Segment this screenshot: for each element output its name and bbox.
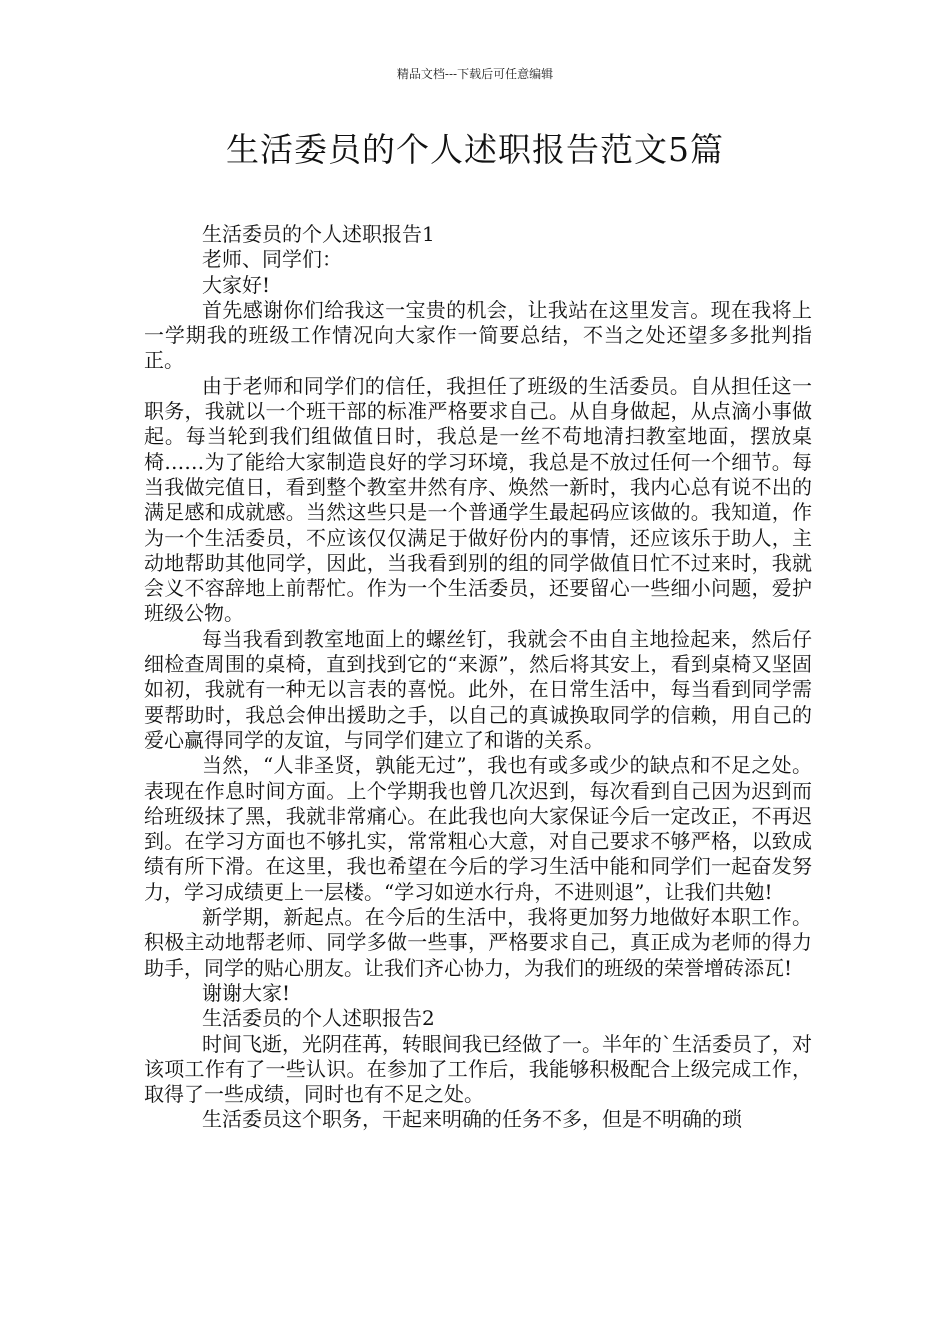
greeting: 大家好!: [202, 272, 271, 297]
paragraph: 时间飞逝，光阴荏苒，转眼间我已经做了一。半年的`生活委员了，对该项工作有了一些认识。在参加了工作后，我能够积极配合上级完成工作，取得了一些成绩，同时也有不足之处。: [144, 1031, 812, 1107]
document-title: 生活委员的个人述职报告范文5篇: [226, 130, 724, 169]
paragraph: 首先感谢你们给我这一宝贵的机会，让我站在这里发言。现在我将上一学期我的班级工作情况向大家作一简要总结，不当之处还望多多批判指正。: [144, 297, 812, 373]
paragraph: 新学期，新起点。在今后的生活中，我将更加努力地做好本职工作。积极主动地帮老师、同学多做一些事，严格要求自己，真正成为老师的得力助手，同学的贴心朋友。让我们齐心协力，为我们的班级的荣誉增砖添瓦!: [144, 905, 812, 980]
section-heading: 生活委员的个人述职报告2: [202, 1006, 435, 1031]
header-note: 精品文档---下载后可任意编辑: [396, 67, 554, 81]
paragraph: 生活委员这个职务，干起来明确的任务不多，但是不明确的琐: [202, 1107, 742, 1132]
section-heading: 生活委员的个人述职报告1: [202, 222, 435, 246]
paragraph: 每当我看到教室地面上的螺丝钉，我就会不由自主地捡起来，然后仔细检查周围的桌椅，直到找到它的“来源”，然后将其安上，看到桌椅又坚固如初，我就有一种无以言表的喜悦。此外，在日常生活中，每当看到同学需要帮助时，我总会伸出援助之手，以自己的真诚换取同学的信赖，用自己的爱心赢得同学的友谊，与同学们建立了和谐的关系。: [144, 626, 812, 752]
paragraph: 当然，“人非圣贤，孰能无过”，我也有或多或少的缺点和不足之处。表现在作息时间方面。上个学期我也曾几次迟到，每次看到自己因为迟到而给班级抹了黑，我就非常痛心。在此我也向大家保证今后一定改正，不再迟到。在学习方面也不够扎实，常常粗心大意，对自己要求不够严格，以致成绩有所下滑。在这里，我也希望在今后的学习生活中能和同学们一起奋发努力，学习成绩更上一层楼。“学习如逆水行舟，不进则退”，让我们共勉!: [144, 753, 812, 904]
salutation: 老师、同学们：: [202, 247, 342, 272]
paragraph: 由于老师和同学们的信任，我担任了班级的生活委员。自从担任这一职务，我就以一个班干部的标准严格要求自己。从自身做起，从点滴小事做起。每当轮到我们组做值日时，我总是一丝不苟地清扫教室地面，摆放桌椅……为了能给大家制造良好的学习环境，我总是不放过任何一个细节。每当我做完值日，看到整个教室井然有序、焕然一新时，我内心总有说不出的满足感和成就感。当然这些只是一个普通学生最起码应该做的。我知道，作为一个生活委员，不应该仅仅满足于做好份内的事情，还应该乐于助人，主动地帮助其他同学，因此，当我看到别的组的同学做值日忙不过来时，我就会义不容辞地上前帮忙。作为一个生活委员，还要留心一些细小问题，爱护班级公物。: [144, 373, 812, 626]
closing: 谢谢大家!: [202, 980, 291, 1005]
document-body: [144, 222, 812, 1133]
